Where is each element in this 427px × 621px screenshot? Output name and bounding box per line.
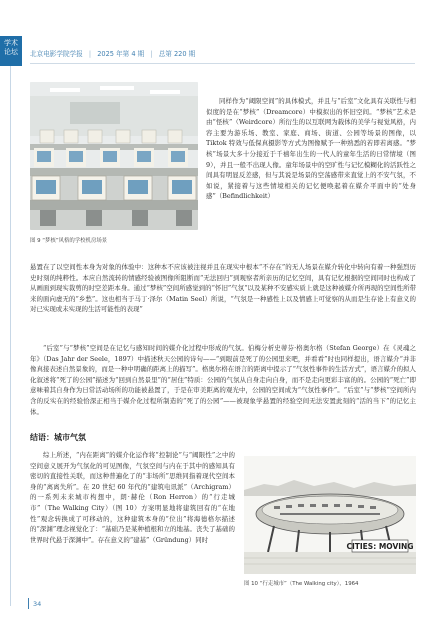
body-paragraph: 综上所述，“内在距离”的媒介化运作将“控制论”与“阈限性”之中的空间意义展开为气氛化的可见图像，气氛空间与内在于其中的感知具有密切的直接性关联，而这种普遍化了的“非场所”思维同指着现代空间本身的“离离失所”。在 20 世纪 60 年代的“建筑电讯派”（Archigram）的一系列未来城市构想中，朗·赫伦（Ron Herron）的“行走城市”（The Walking City）（图 10）方案明显地将建筑回有的“在地性”观念转换成了可移动的，这种建筑本身的“位出”将海德格尔描述的“深渊”理念视觉化了：“基础乃是某种植根和立的地基。丧失了基础的世界时代悬于深渊中”。存在意义的“建基”（Gründung）同时 xyxy=(30,451,235,544)
body-paragraph: 同样作为“阈限空间”的具体模式，并且与“后室”文化具有关联性与相似度的是在“梦核”（Dreamcore）中模拟出的怀旧空间。“梦核”艺术是由“怪核”（Weirdcore）所衍生的以互联网为载体的美学与视觉风格，内容主要为游乐场、教室、家庭、商场、街道、公园等场景的图像，以Tiktok 特效与低保真摄影等方式为图像赋予一种熟悉的若即若离感。“梦核”场景大多十分接近于千禧年出生的一代人的童年生活的日常情境（图 9），并且一般不出现人像。童年场景中的空旷性与记忆模糊化的活跃性之间具有明显反差感，但与其说是场景的空荡感带来直觉上的不安气氛，不如说，紧接着与这些情境相关的记忆便唤起着在媒介平面中的“处身感”（Befindlichkeit） xyxy=(206,97,416,201)
header-separator: | xyxy=(88,50,92,58)
section-heading: 结语：城市气氛 xyxy=(30,433,86,442)
figure-10-walking-city xyxy=(244,456,416,574)
body-paragraph: “后室”与“梦核”空间是在记忆与感知时间的媒介化过程中形成的气氛。伯梅分析史蒂芬·格奥尔格（Stefan George）在《灵魂之年》（Das Jahr der Seele，1897）中描述秋天公园的诗句——“到眼前是死了的公园里来吧，并看看”时也同样提出，语言媒介“并非像真接表述自然景象的，而是一种中明确的距离上的描写”。格奥尔格在语言的距离中提示了“气氛性事件的生活方式”，语言媒介的拟人化叙述将“死了的公园”描述为“回到自然景里”的“居住”特质：公园的气氛从自身走向自身，而不是走向更彩丰富的的。公园的“死亡”即意味着其自身作为日常活动场所的功能被悬置了，于是在审美距离的观光中，公园的空间成为“气氛性事件”。“后室”与“梦核”空间所内含的反实在的经验恰深正相当于媒介化过程所制造的“死了的公园”——被现象学悬置的经验空间无法安置此刻的“活的当下”的记忆主体。 xyxy=(30,344,416,416)
section-tab: 学术 论坛 xyxy=(0,36,22,66)
page-number-bar xyxy=(28,598,29,609)
figure-10-poster-text: CITIES: MOVING xyxy=(346,542,414,551)
figure-10-caption: 图 10 “行走城市”（The Walking city），1964 xyxy=(244,581,359,587)
side-rule xyxy=(10,66,11,606)
figure-9-caption: 图 9 “梦核”风格的学校机房场景 xyxy=(30,238,108,244)
header-rule xyxy=(30,63,415,64)
header-separator: | xyxy=(150,50,153,58)
journal-name: 北京电影学院学报 xyxy=(30,50,83,58)
total-issue: 总第 220 期 xyxy=(158,50,196,58)
running-header xyxy=(30,48,417,58)
page-number: 34 xyxy=(33,600,42,608)
issue-number: 2025 年第 4 期 xyxy=(97,50,145,58)
figure-9-computer-lab xyxy=(30,82,198,230)
body-paragraph: 悬置在了以空间性本身为对象的体验中：这种本不应该被注视并且在现实中根本“不存在”的无人场景在媒介转化中转向有着一种强烈历史时刻的纯粹性。本应自然流转的情感经验被图像所阻断而“无法回归”到观察者所亲历的记忆空间，具有记忆根据的空间同时也构成了从画面到现实裁剪的时空差距本身。通过“梦核”空间所感觉到的“怀旧”气氛“以及某种不安感实质上就是这种被媒介所再现的空间性所带来的面向虚无的“乡愁”。这也相当于马丁·泽尔（Matin Seel）所说，“气氛是一种感性上以及情感上可觉察的从而是生存论上有意义的对已实现或未实现的生活可能性的表现” xyxy=(30,263,416,314)
